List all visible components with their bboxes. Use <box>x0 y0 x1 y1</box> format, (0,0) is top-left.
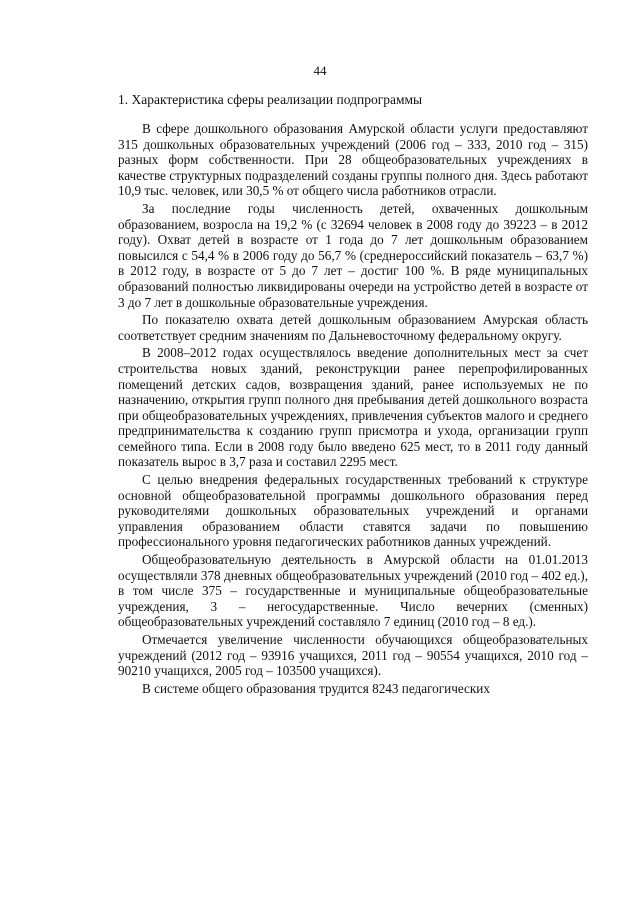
paragraph: Общеобразовательную деятельность в Амурской области на 01.01.2013 осуществляли 378 дневных общеобразовательных учреждений (2010 год – 402 ед.), в том числе 375 – государственные и муниципальные общеобразовательные учреждения, 3 – негосударственные. Число вечерних (сменных) общеобразовательных учреждений составляло 7 единиц (2010 год – 8 ед.). <box>118 552 588 630</box>
section-title: 1. Характеристика сферы реализации подпрограммы <box>118 92 423 107</box>
paragraph: За последние годы численность детей, охваченных дошкольным образованием, возросла на 19,2 % (с 32694 человек в 2008 году до 39223 – в 2012 году). Охват детей в возрасте от 1 года до 7 лет дошкольным образованием повысился с 54,4 % в 2006 году до 56,7 % (среднероссийский показатель – 63,7 %) в 2012 году, в возрасте от 5 до 7 лет – достиг 100 %. В ряде муниципальных образований полностью ликвидированы очереди на устройство детей в возрасте от 3 до 7 лет в дошкольные образовательные учреждения. <box>118 200 588 310</box>
document-body <box>118 121 588 696</box>
paragraph: В 2008–2012 годах осуществлялось введение дополнительных мест за счет строительства новых зданий, реконструкции ранее перепрофилированных помещений детских садов, возвращения зданий, ранее используемых не по назначению, открытия групп полного дня пребывания детей дошкольного возраста при общеобразовательных учреждениях, привлечения субъектов малого и среднего предпринимательства к созданию групп присмотра и ухода, организации групп семейного типа. Если в 2008 году было введено 625 мест, то в 2011 году данный показатель вырос в 3,7 раза и составил 2295 мест. <box>118 345 588 470</box>
paragraph: С целью внедрения федеральных государственных требований к структуре основной общеобразовательной программы дошкольного образования перед руководителями дошкольных образовательных учреждений и органами управления образованием области ставятся задачи по повышению профессионального уровня педагогических работников данных учреждений. <box>118 472 588 550</box>
page-number: 44 <box>313 63 327 78</box>
paragraph: В сфере дошкольного образования Амурской области услуги предоставляют 315 дошкольных образовательных учреждений (2006 год – 333, 2010 год – 315) разных форм собственности. При 28 общеобразовательных учреждениях в качестве структурных подразделений созданы группы полного дня. Здесь работают 10,9 тыс. человек, или 30,5 % от общего числа работников отрасли. <box>118 121 588 199</box>
paragraph: По показателю охвата детей дошкольным образованием Амурская область соответствует средним значениям по Дальневосточному федеральному округу. <box>118 312 588 343</box>
paragraph: Отмечается увеличение численности обучающихся общеобразовательных учреждений (2012 год – 93916 учащихся, 2011 год – 90554 учащихся, 2010 год – 90210 учащихся, 2005 год – 103500 учащихся). <box>118 632 588 679</box>
paragraph: В системе общего образования трудится 8243 педагогических <box>142 680 490 696</box>
